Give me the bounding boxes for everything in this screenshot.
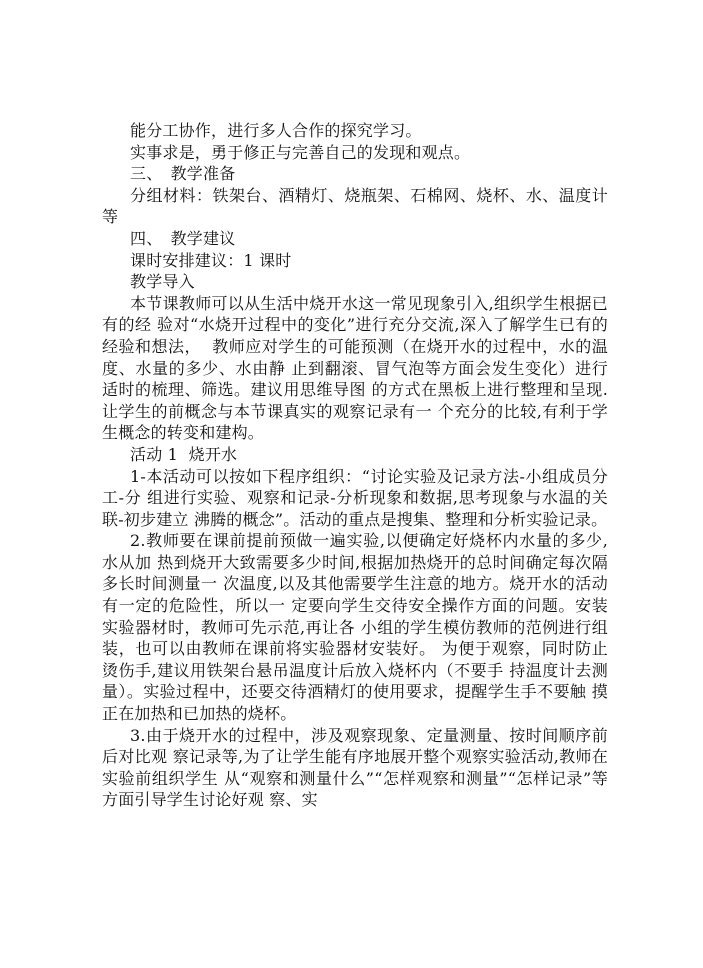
section-heading-suggestions: 四、 教学建议 (130, 228, 236, 248)
document-body (102, 120, 608, 811)
paragraph-cooperation: 能分工协作，进行多人合作的探究学习。 (130, 121, 422, 140)
paragraph-class-hours: 课时安排建议：1 课时 (130, 250, 292, 270)
section-heading-preparation: 三、 教学准备 (130, 164, 236, 184)
paragraph-materials: 分组材料：铁架台、酒精灯、烧瓶架、石棉网、烧杯、水、温度计等 (102, 185, 608, 227)
paragraph-introduction: 本节课教师可以从生活中烧开水这一常见现象引入,组织学生根据已有的经 验对“水烧开过程中的变化”进行充分交流,深入了解学生已有的经验和想法， 教师应对学生的可能预测（在烧开水的过程中，水的温度、水量的多少、水由静 止到翻滚、冒气泡等方面会发生变化）进行适时的梳理、筛选。建议用思维导图 的方式在黑板上进行整理和呈现.让学生的前概念与本节课真实的观察记录有一 个充分的比较,有利于学生概念的转变和建构。 (102, 293, 608, 443)
subheading-introduction: 教学导入 (130, 272, 195, 292)
paragraph-observation-guidance: 3.由于烧开水的过程中，涉及观察现象、定量测量、按时间顺序前后对比观 察记录等,为了让学生能有序地展开整个观察实验活动,教师在实验前组织学生 从“观察和测量什么”“怎样观察和测量”“怎样记录”等方面引导学生讨论好观 察、实 (102, 725, 608, 810)
paragraph-teacher-preparation: 2.教师要在课前提前预做一遍实验,以便确定好烧杯内水量的多少,水从加 热到烧开大致需要多少时间,根据加热烧开的总时间确定每次隔多长时间测量一 次温度,以及其他需要学生注意的地方。烧开水的活动有一定的危险性，所以一 定要向学生交待安全操作方面的问题。安装实验器材时，教师可先示范,再让各 小组的学生模仿教师的范例进行组装，也可以由教师在课前将实验器材安装好。 为便于观察，同时防止烫伤手,建议用铁架台悬吊温度计后放入烧杯内（不要手 持温度计去测量）。实验过程中，还要交待酒精灯的使用要求，提醒学生手不要触 摸正在加热和已加热的烧杯。 (102, 531, 608, 724)
paragraph-realistic: 实事求是，勇于修正与完善自己的发现和观点。 (130, 142, 471, 162)
paragraph-activity-procedure: 1-本活动可以按如下程序组织：“讨论实验及记录方法-小组成员分工-分 组进行实验、观察和记录-分析现象和数据,思考现象与水温的关联-初步建立 沸腾的概念”。活动的重点是搜集、整理和分析实验记录。 (102, 466, 608, 529)
subheading-activity-1: 活动 1 烧开水 (130, 444, 238, 464)
